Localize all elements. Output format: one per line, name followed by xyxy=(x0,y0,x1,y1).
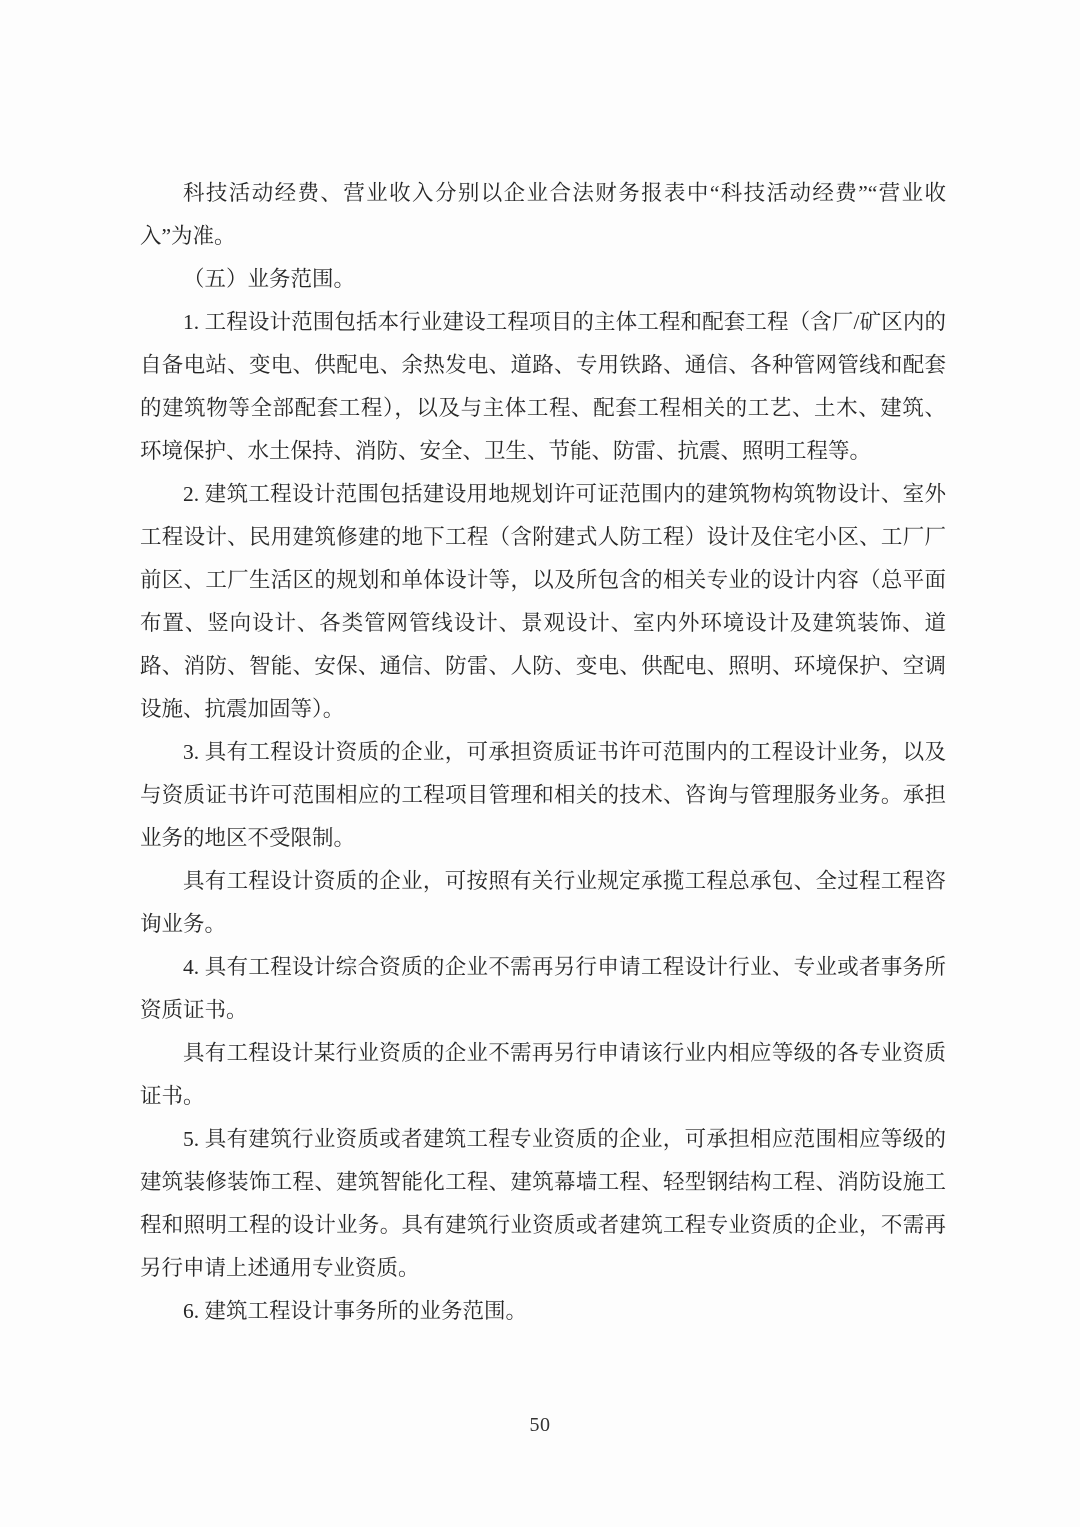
paragraph-item-4: 4. 具有工程设计综合资质的企业不需再另行申请工程设计行业、专业或者事务所资质证书。 xyxy=(140,955,946,1022)
paragraph-item-3-continued: 具有工程设计资质的企业，可按照有关行业规定承揽工程总承包、全过程工程咨询业务。 xyxy=(140,869,946,936)
paragraph-item-4-continued: 具有工程设计某行业资质的企业不需再另行申请该行业内相应等级的各专业资质证书。 xyxy=(140,1041,946,1108)
paragraph-item-6: 6. 建筑工程设计事务所的业务范围。 xyxy=(183,1299,528,1323)
document-body xyxy=(140,172,946,1333)
paragraph-item-1: 1. 工程设计范围包括本行业建设工程项目的主体工程和配套工程（含厂/矿区内的自备电站、变电、供配电、余热发电、道路、专用铁路、通信、各种管网管线和配套的建筑物等全部配套工程），以及与主体工程、配套工程相关的工艺、土木、建筑、环境保护、水土保持、消防、安全、卫生、节能、防雷、抗震、照明工程等。 xyxy=(140,310,946,463)
paragraph-intro: 科技活动经费、营业收入分别以企业合法财务报表中“科技活动经费”“营业收入”为准。 xyxy=(140,181,946,248)
page-footer xyxy=(0,1410,1080,1440)
paragraph-item-5: 5. 具有建筑行业资质或者建筑工程专业资质的企业，可承担相应范围相应等级的建筑装修装饰工程、建筑智能化工程、建筑幕墙工程、轻型钢结构工程、消防设施工程和照明工程的设计业务。具有建筑行业资质或者建筑工程专业资质的企业，不需再另行申请上述通用专业资质。 xyxy=(140,1127,946,1280)
page-number: 50 xyxy=(529,1414,551,1436)
paragraph-item-3: 3. 具有工程设计资质的企业，可承担资质证书许可范围内的工程设计业务，以及与资质证书许可范围相应的工程项目管理和相关的技术、咨询与管理服务业务。承担业务的地区不受限制。 xyxy=(140,740,946,850)
paragraph-item-2: 2. 建筑工程设计范围包括建设用地规划许可证范围内的建筑物构筑物设计、室外工程设计、民用建筑修建的地下工程（含附建式人防工程）设计及住宅小区、工厂厂前区、工厂生活区的规划和单体设计等，以及所包含的相关专业的设计内容（总平面布置、竖向设计、各类管网管线设计、景观设计、室内外环境设计及建筑装饰、道路、消防、智能、安保、通信、防雷、人防、变电、供配电、照明、环境保护、空调设施、抗震加固等）。 xyxy=(140,482,946,721)
section-heading-business-scope: （五）业务范围。 xyxy=(183,267,356,291)
